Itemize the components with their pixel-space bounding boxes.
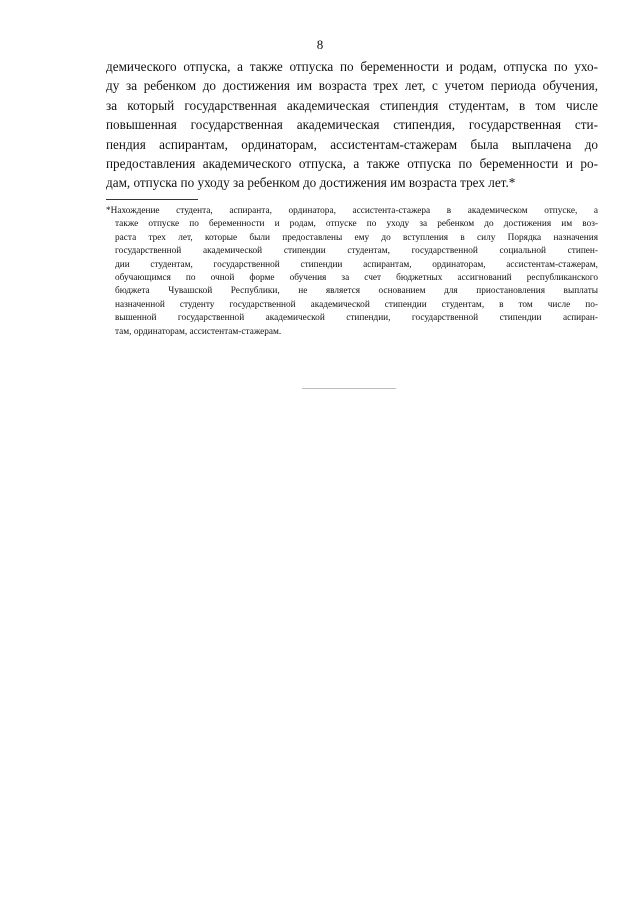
footnote-line: раста трех лет, которые были предоставлены ему до вступления в силу Порядка назначения [115, 232, 598, 243]
page-number: 8 [316, 37, 324, 52]
footnote-separator [106, 199, 198, 200]
paragraph-line: пендия аспирантам, ординаторам, ассистентам-стажерам была выплачена до [106, 136, 598, 152]
footnote-line: обучающимся по очной форме обучения за счет бюджетных ассигнований республиканского [115, 272, 598, 283]
footnote-line: государственной академической стипендии студентам, государственной социальной стипен- [115, 246, 598, 257]
footnote-line: дии студентам, государственной стипендии аспирантам, ординаторам, ассистентам-стажерам, [115, 259, 598, 270]
paragraph-line: за который государственная академическая стипендия студентам, в том числе [106, 97, 598, 113]
paragraph-line: дам, отпуска по уходу за ребенком до достижения им возраста трех лет.* [106, 175, 516, 191]
footnote [106, 205, 598, 339]
footnote-line: вышенной государственной академической стипендии, государственной стипендии аспиран- [115, 313, 598, 324]
footnote-line: бюджета Чувашской Республики, не является основанием для приостановления выплаты [115, 286, 598, 297]
paragraph-line: ду за ребенком до достижения им возраста трех лет, с учетом периода обучения, [106, 78, 598, 94]
main-paragraph [106, 57, 598, 193]
paragraph-line: демического отпуска, а также отпуска по беременности и родам, отпуска по ухо- [106, 59, 598, 74]
paragraph-line: повышенная государственная академическая стипендия, государственная сти- [106, 117, 598, 133]
footnote-line: *Нахождение студента, аспиранта, ординатора, ассистента-стажера в академическом отпуске, а [106, 206, 598, 216]
paragraph-line: предоставления академического отпуска, а также отпуска по беременности и ро- [106, 155, 598, 171]
footnote-line: также отпуске по беременности и родам, отпуске по уходу за ребенком до достижения им воз- [115, 219, 598, 230]
end-of-document-rule [302, 388, 396, 389]
footnote-line: там, ординаторам, ассистентам-стажерам. [115, 326, 282, 337]
footnote-line: назначенной студенту государственной академической стипендии студентам, в том числе по- [115, 299, 598, 310]
